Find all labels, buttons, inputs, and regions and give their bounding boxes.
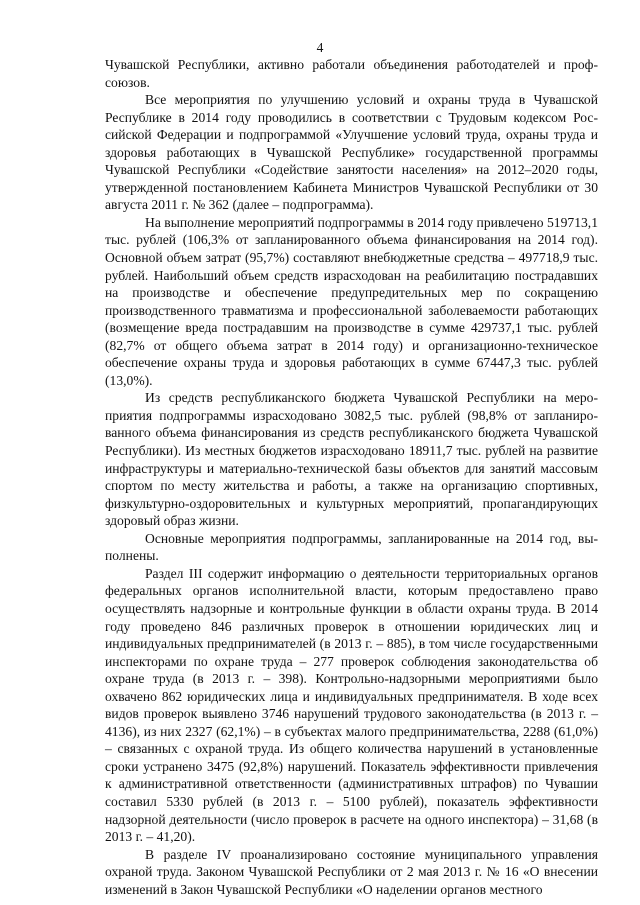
paragraph-labor-protection-measures: Все мероприятия по улучшению условий и охраны труда в Чувашской Республике в 2014 году проводились в соответствии с Трудовым кодексом Российской Федерации и подпрограммой «Улучшение условий труда, охраны труда и здоровья работающих в Чувашской Республике» государственной программы Чувашской Республики «Содействие занятости населения» на 2012–2020 годы, утвержденной постановлением Кабинета Министров Чувашской Республики от 30 августа 2011 г. № 362 (далее – подпрограмма). — [105, 92, 598, 213]
page-number: 4 — [316, 40, 324, 55]
paragraph-subprogram-funding: На выполнение мероприятий подпрограммы в 2014 году привлечено 519713,1 тыс. рублей (106,3% от запланированного объема финансирования на 2014 год). Основной объем затрат (95,7%) составляют внебюджетные средства – 497718,9 тыс. рублей. Наибольший объем средств израсходован на реабилитацию пострадавших на производстве и обеспечение предупредительных мер по сокращению производственного травматизма и профессиональной заболеваемости работающих (возмещение вреда пострадавшим на производстве в сумме 429737,1 тыс. рублей (82,7% от общего объема затрат в 2014 году) и организационно-техническое обеспечение охраны труда и здоровья работающих в сумме 67447,3 тыс. рублей (13,0%). — [105, 214, 598, 388]
paragraph-continuation: Чувашской Республики, активно работали объединения работодателей и профсоюзов. — [105, 57, 598, 90]
paragraph-budget-expenses: Из средств республиканского бюджета Чувашской Республики на мероприятия подпрограммы израсходовано 3082,5 тыс. рублей (98,8% от запланированного объема финансирования из средств республиканского бюджета Чувашской Республики). Из местных бюджетов израсходовано 18911,7 тыс. рублей на развитие инфраструктуры и материально-технической базы объектов для занятий массовым спортом по месту жительства и работы, а также на организацию спортивных, физкультурно-оздоровительных и культурных мероприятий, пропагандирующих здоровый образ жизни. — [105, 390, 598, 529]
paragraph-section-four: В разделе IV проанализировано состояние муниципального управления охраной труда. Законом Чувашской Республики от 2 мая 2013 г. № 16 «О внесении изменений в Закон Чувашской Республики «О наделении органов местного — [105, 846, 598, 897]
paragraph-measures-completed: Основные мероприятия подпрограммы, запланированные на 2014 год, выполнены. — [105, 530, 598, 564]
document-body — [105, 56, 598, 898]
paragraph-section-three: Раздел III содержит информацию о деятельности территориальных органов федеральных органов исполнительной власти, которым предоставлено право осуществлять надзорные и контрольные функции в области охраны труда. В 2014 году проведено 846 различных проверок в отношении юридических лиц и индивидуальных предпринимателей (в 2013 г. – 885), в том числе государственными инспекторами по охране труда – 277 проверок соблюдения законодательства об охране труда (в 2013 г. – 398). Контрольно-надзорными мероприятиями было охвачено 862 юридических лица и индивидуальных предпринимателя. В ходе всех видов проверок выявлено 3746 нарушений трудового законодательства (в 2013 г. – 4136), из них 2327 (62,1%) – в субъектах малого предпринимательства, 2288 (61,0%) – связанных с охраной труда. Из общего количества нарушений в установленные сроки устранено 3475 (92,8%) нарушений. Показатель эффективности привлечения к административной ответственности (административных штрафов) по Чувашии составил 5330 рублей (в 2013 г. – 5100 рублей), показатель эффективности надзорной деятельности (число проверок в расчете на одного инспектора) – 31,68 (в 2013 г. – 41,20). — [105, 565, 598, 845]
